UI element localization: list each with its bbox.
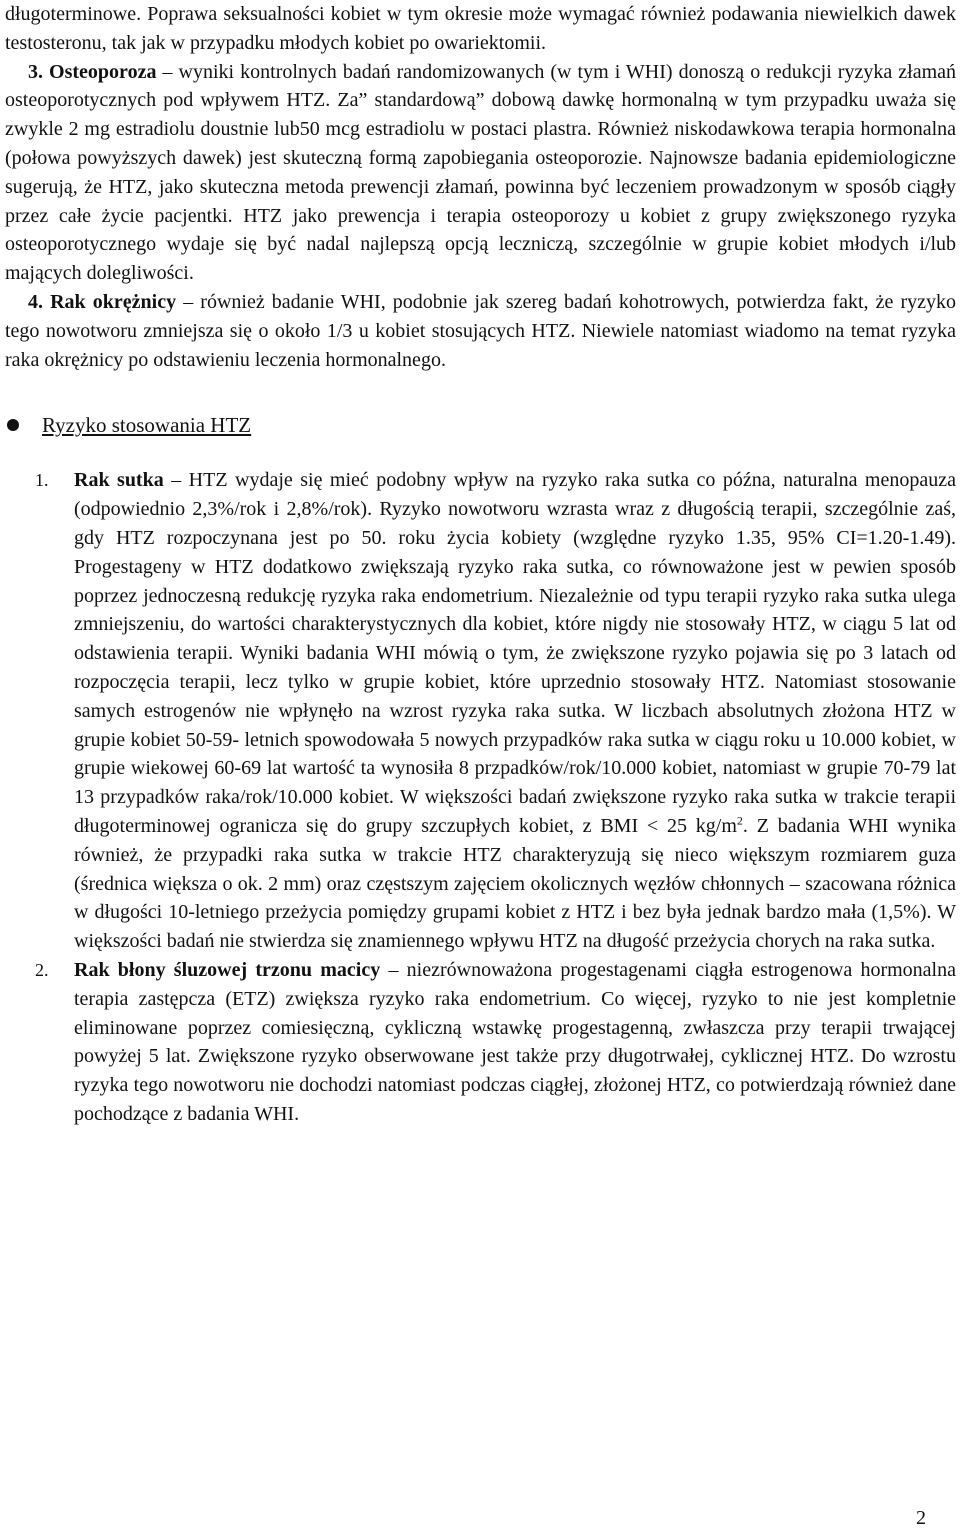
item-number: 4. xyxy=(28,290,43,313)
list-item-text xyxy=(74,466,956,956)
list-item-title: Rak sutka xyxy=(74,469,164,492)
bullet-icon xyxy=(7,419,19,431)
list-item-breast-cancer xyxy=(5,466,956,956)
item-title: Osteoporoza xyxy=(49,60,157,83)
item-number: 3. xyxy=(28,60,43,83)
list-item-body: – niezrównoważona progestagenami ciągła estrogenowa hormonalna terapia zastępcza (ETZ) zwiększa ryzyko raka endometrium. Co więcej, ryzyko to nie jest kompletnie eliminowane poprzez comiesięczną, cykliczną wstawkę progestagenną, zwłaszcza przy terapii trwającej powyżej 5 lat. Zwiększone ryzyko obserwowane jest także przy długotrwałej, cyklicznej HTZ. Do wzrostu ryzyka tego nowotworu nie dochodzi natomiast podczas ciągłej, złożonej HTZ, co potwierdzają również dane pochodzące z badania WHI. xyxy=(74,958,956,1125)
document-page xyxy=(5,0,956,1129)
list-item-text xyxy=(74,956,956,1129)
list-item-endometrial-cancer xyxy=(5,956,956,1129)
risk-list xyxy=(5,466,956,1128)
list-number: 1. xyxy=(35,470,49,491)
paragraph-osteoporosis xyxy=(5,58,956,288)
item-text: – wyniki kontrolnych badań randomizowanych (w tym i WHI) donoszą o redukcji ryzyka złamań osteoporotycznych pod wpływem HTZ. Za” standardową” dobową dawkę hormonalną w tym przypadku uważa się zwykle 2 mg estradiolu doustnie lub50 mcg estradiolu w postaci plastra. Również niskodawkowa terapia hormonalna (połowa powyższych dawek) jest skuteczną formą zapobiegania osteoporozie. Najnowsze badania epidemiologiczne sugerują, że HTZ, jako skuteczna metoda prewencji złamań, powinna być leczeniem prowadzonym w sposób ciągły przez całe życie pacjentki. HTZ jako prewencja i terapia osteoporozy u kobiet z grupy zwiększonego ryzyka osteoporotycznego wydaje się być nadal najlepszą opcją leczniczą, szczególnie w grupie kobiet młodych i/lub mających dolegliwości. xyxy=(5,60,957,285)
list-number: 2. xyxy=(35,959,49,980)
list-item-body-continued: . Z badania WHI wynika również, że przypadki raka sutka w trakcie HTZ charakteryzują się nieco większym rozmiarem guza (średnica większa o ok. 2 mm) oraz częstszym zajęciem okolicznych węzłów chłonnych – szacowana różnica w długości 10-letniego przeżycia pomiędzy grupami kobiet z HTZ i bez była jednak bardzo mała (1,5%). W większości badań nie stwierdza się znamiennego wpływu HTZ na długość przeżycia chorych na raka sutka. xyxy=(74,814,956,953)
page-number: 2 xyxy=(916,1507,926,1529)
section-heading-text: Ryzyko stosowania HTZ xyxy=(42,412,252,437)
paragraph-colon-cancer xyxy=(5,288,956,374)
superscript: 2 xyxy=(736,813,743,828)
item-text: – również badanie WHI, podobnie jak szereg badań kohotrowych, potwierdza fakt, że ryzyko tego nowotworu zmniejsza się o około 1/3 u kobiet stosujących HTZ. Niewiele natomiast wiadomo na temat ryzyka raka okrężnicy po odstawieniu leczenia hormonalnego. xyxy=(5,290,957,371)
list-item-body: – HTZ wydaje się mieć podobny wpływ na ryzyko raka sutka co późna, naturalna menopauza (odpowiednio 2,3%/rok i 2,8%/rok). Ryzyko nowotworu wzrasta wraz z długością terapii, szczególnie zaś, gdy HTZ rozpoczynana jest po 50. roku życia kobiety (względne ryzyko 1.35, 95% CI=1.20-1.49). Progestageny w HTZ dodatkowo zwiększają ryzyko raka sutka, co równoważone jest w pewien sposób poprzez jednoczesną redukcję ryzyka raka endometrium. Niezależnie od typu terapii ryzyko raka sutka ulega zmniejszeniu, do wartości charakterystycznych dla kobiet, które nigdy nie stosowały HTZ, w ciągu 5 lat od odstawienia terapii. Wyniki badania WHI mówią o tym, że zwiększone ryzyko pojawia się po 3 latach od rozpoczęcia terapii, lecz tylko w grupie kobiet, które uprzednio stosowały HTZ. Natomiast stosowanie samych estrogenów nie wpłynęło na wzrost ryzyka raka sutka. W liczbach absolutnych złożona HTZ w grupie kobiet 50-59- letnich spowodowała 5 nowych przypadków raka sutka w ciągu roku u 10.000 kobiet, w grupie wiekowej 60-69 lat wartość ta wynosiła 8 przpadków/rok/10.000 kobiet, natomiast w grupie 70-79 lat 13 przypadków raka/rok/10.000 kobiet. W większości badań zwiększone ryzyko raka sutka w trakcie terapii długoterminowej ogranicza się do grupy szczupłych kobiet, z BMI < 25 kg/m xyxy=(74,469,956,837)
section-heading xyxy=(5,408,956,442)
intro-paragraph: długoterminowe. Poprawa seksualności kobiet w tym okresie może wymagać również podawania niewielkich dawek testosteronu, tak jak w przypadku młodych kobiet po owariektomii. xyxy=(5,3,956,54)
item-title: Rak okrężnicy xyxy=(50,290,177,313)
list-item-title: Rak błony śluzowej trzonu macicy xyxy=(74,958,381,981)
